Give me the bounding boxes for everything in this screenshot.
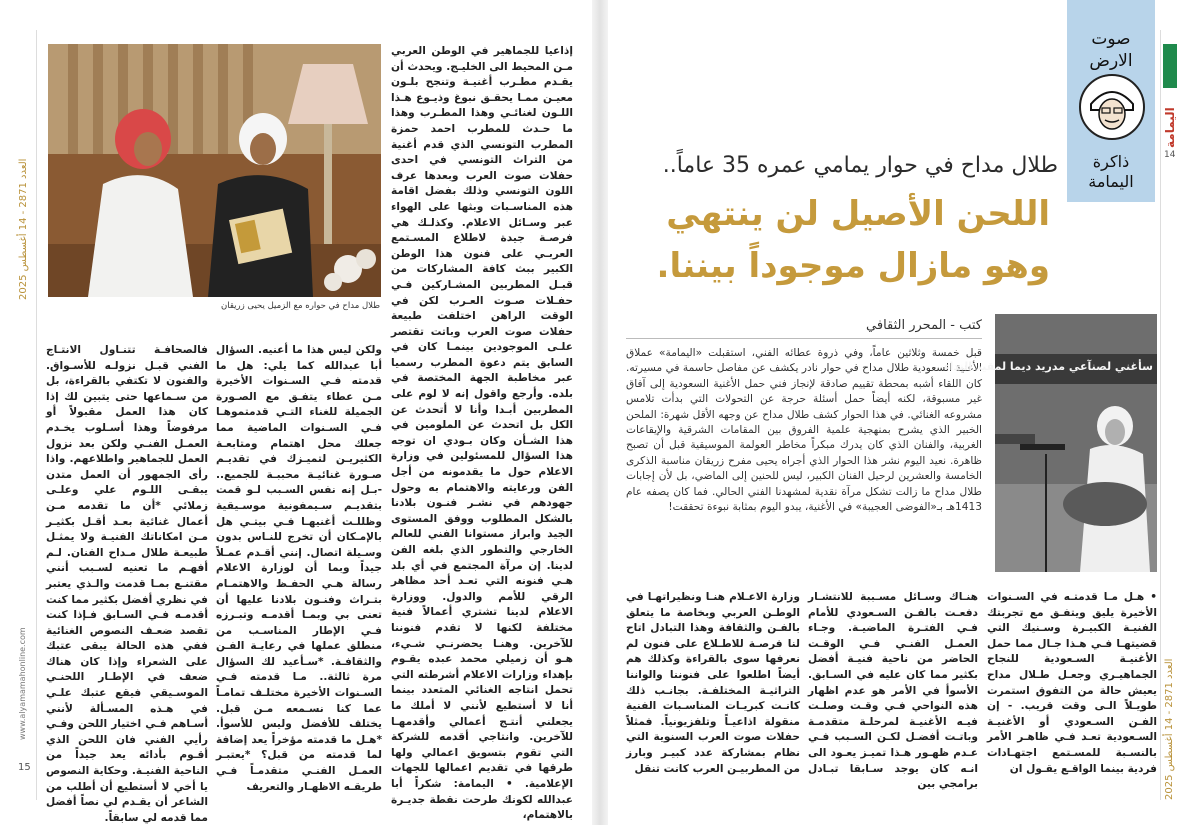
- badge-title-thakirat-alyamamah: ذاكرة اليمامة: [1088, 152, 1134, 191]
- magazine-logo: اليمامة: [1163, 107, 1177, 148]
- logo-green-bar: [1163, 44, 1177, 88]
- article-kicker: طلال مداح في حوار يمامي عمره 35 عاماً..: [662, 153, 1058, 178]
- left-page-column-2: ولكن ليس هذا ما أعنيه. السؤال أبا عبدالله كما يلي: هل ما قدمته فـي السـنوات الأخيرة مـن عطاء يتفـق مع الصـورة الجميلة للغناء التـي قدمتموهـا فـي السـنوات الماضية مما جعلك محل اهتمام ومتابعـة الكثيريـن لتميـزك في تقديـم صـورة غنائيـة محببـة للجميع.. -بـل إنه نفس السـبب لـو قمت بتقديـم سـيمفونية موسـيقية وظللـت أغنيهـا فـي بيتـي هل بالإمـكان أن تخرج للنـاس بدون وسـيلة اتصال. إنني أقـدم عمـلاً جيداً وبما أن لوزارة الاعلام رسالة هـي الحفـظ والاهتمـام بتـراث وفنـون بلادنا عليها أن تعنى بي وبمـا أقدمـه وتبـرزه فـي الإطار المناسـب من منطلق عملها في رعايـة الفـن والثقافـة. *سـأعيد لك السؤال مرة ثالثة.. مـا قدمته فـي السـنوات الأخيرة مختلـف تمامـاً عما كنا نسـمعه مـن قبل. يختلف للأفضل وليس للأسوأ. *هـل ما قدمته مؤخراً يعد إضافة لما قدمته من قبل؟ *يعتبـر العمـل الفنـي متقدمـاً فـي طريقـه الاظهـار والتعريف: [216, 344, 382, 793]
- section-badge: [1067, 0, 1155, 202]
- badge-title-sout-alard: صوت الارض: [1089, 29, 1133, 71]
- performance-photo-banner: سأغني لصنآعي مدريد ديما لمقيد النداء: [943, 360, 1153, 373]
- left-page-number: 15: [18, 762, 31, 773]
- left-margin-issue: العدد 2871 - 14 أغسطس 2025: [18, 158, 29, 300]
- right-page-column-1: • هـل مـا قدمتـه في السـنوات الأخيرة يليق ويتفـق مع تجربتك الفنيـة الكبيـرة وسـنيك التي قضيتهـا فـي هـذا جـال مما حمل الأغنيـة السـعودية للنجاح الجماهيـري وجعـل طـلال مداح يعيش حالة من التفوق استمرت طويـلاً الـى وقت قريب. - إن الفـن السـعودي أو الأغنيـة السـعودية تعـد فـي ظاهـر الأمر بالنسـبة للمسـتمع اجتهـادات فردية بينما الواقـع يقـول ان: [987, 591, 1157, 775]
- left-page-column-1: إذاعيا للجماهير في الوطن العربي مـن المحيط الى الخليـج. ويحدث أن يقـدم مطـرب أغنيـة وتنجح بلـون معيـن ممـا يحقـق نبوغ وذيـوع هـذا اللـون لغنائـي وهذا المطـرب وهذا ما حـدث للمطرب احمد حمزة المطرب التونسي الذي قدم أغنية من التراث التونسي في احدى حفلات صوت العرب وبعدها عرف اللون التونسي وذلك بفضل اقامة هذه المناسـبات وبثها على الهواء عبر وسـائل الاعلام. وكذلـك هي فرصـة جيدة لاطلاع المسـتمع العربـي على فنون هذا الوطن الكبير ببث كافة المشاركات من قبـل المطربين المشـاركين فـي حفـلات صـوت العـرب لكن في الوقت الراهن اختلفت طبيعة حفلات صوت العرب وباتت تقتصر علـى الموجودين بينمـا كان في السابق يتم دعوة المطرب رسميا عبر مخاطبة الجهة المختصة في بلده. وأرجع واقول إنه لا لوم على المطربين أبـدا وأنا لا أتحدث عن الكل بل اتحدث عن الملومين في هذا الشـأن وكان بـودي ان توجه هذا السؤال للمسئولين في وزارة الاعلام حول ما يقدمونه من أجل الفن ورعايته والاهتمام به وحول جهودهم في نشـر فنـون بلادنا بالشكل المطلوب ووفق المستوى الجيد وابراز مستوانا الفني للعالم الخارجي والتطور الذي بلغه الفن لدينا. إن مرآة المجتمع في أي بلد هـي فنونه التي تعـد أحد مظاهر الرقي للأمم والدول. ووزارة الاعلام لدينا تشتري أعمالاً فنية مختلفة لكنها لا تقدم فنوننا للآخرين. وهنـا يحضرنـي شـيء، هـو أن زميلي محمد عبده يقـوم بإهداء وزارات الاعلام أشرطته التي تحمل انتاجه الغنائي المتعدد بينما أنا لا أستطيع لأنني لا أملك ما يجعلني أنتـج أعمالي وأقدمهـا للآخرين. وانتاجي أقدمه للشركة التي تقوم بتسويق اعمالي ولها طرقها في تقديم اعمالها للجهات الإعلامية. • اليمامة: شكراً أبا عبدالله لكونك طرحت نقطة جديـرة بالاهتمام،: [391, 45, 573, 822]
- page-gutter: [592, 0, 608, 825]
- right-margin-issue: العدد 2871 - 14 أغسطس 2025: [1164, 658, 1175, 800]
- right-margin-rule: [1160, 30, 1161, 800]
- cartoon-portrait-icon: [1079, 74, 1145, 140]
- left-margin-rule: [36, 30, 37, 800]
- performance-photo: [943, 314, 1157, 572]
- right-page-column-2: هنـاك وسـائل مسـببة للانتشـار دفعـت بالفـن السـعودي للأمام فـي الفتـرة الماضيـة. وجـاء العمـل الفنـي فـي الوقـت الحاضر من ناحية فنيـة أفضل بكثير مما كان عليه في السـابق. الأسوأ في الأمر هو عدم اظهار هذه النواحي فـي وقـت وصلـت فيـه الأغنيـة لمرحلـة متقدمـة وباتـت أفضـل لكـن السـبب فـي عـدم ظهـور هـذا تميـز يعـود الى انـه كان يوجد سـابقا تبـادل برامجي بين: [808, 591, 978, 791]
- photo-caption: طلال مداح في حواره مع الزميل يحيى زريقان: [221, 301, 380, 311]
- right-page-column-3: وزارة الاعـلام هنـا ونظيراتهـا في الوطـن العربي وبخاصة ما يتعلق بالفـن والثقافة وهذا التبادل اتاح لنا فرصـة للاطـلاع على فنون لم نعرفها سوى بالقراءة وكذلك هم أيضاً اطلعوا على فنوننا والواننا التراثيـة المختلفـة. بجانـب ذلك كانـت كبريـات المناسـبات الفنية منقولة اذاعيـاً وتلفزيونياً. فمثلاً حفلات صوت العرب السنوية التي نظام بمشاركة عدد كبيـر وبارز من المطربيـن العرب كانت تنقل: [626, 591, 800, 775]
- article-headline: اللحن الأصيل لن ينتهي وهو مازال موجوداً بيننا.: [656, 194, 1050, 286]
- left-page-column-3: فالصحافـة تتنـاول الانتـاج الفني قبـل نزولـه للأسـواق. والفنون لا تكتفي بالقراءة، بل من سـماعها حتى يتبين لك إذا كان هذا العمل مقبولاً أو مرفوضاً وهذا أسـلوب يخـدم العمـل الفنـي ولكن بعد نزول العمل للجماهير واطلاعهم. واذا رأى الجمهور أن العمل متدن يبقـى اللـوم علي وعلـى زملائي *أن ما تقدمه مـن أعمال غنائية بعـد أقـل بكثيـر مـن امكاناتك الفنيـة ولا يمثـل طبيعـة طلال مـداح الفنان. لـم أفهـم ما تعنيه لسـبب أنني مقتنـع بمـا قدمت والـذي يعتبر في نظري أفضل بكثير مما كنت أقدمـه فـي السـابق فـإذا كنت تقصد ضعـف النصوص الغنائية ففي هذه الحالة يبقى عتبك على الشعراء وإذا كان هناك ضعف في الإطـار اللحنـي الموسـيقي فيقع عتبك علـي في هـذه المسـألة لأنني أسـاهم فـي اختيار اللحن وفـي رأيي الفني فان اللحن الذي أقـوم بأدائه يعد جيداً من الناحية الفنيـة. وحكاية النصوص يا أخي لا أستطيع أن أطلب من الشاعر أن يقـدم لي نصاً أفضل مما قدمه لي سابقاً.: [46, 344, 208, 824]
- right-page-number: 14: [1164, 150, 1176, 160]
- article-intro: قبل خمسة وثلاثين عاماً، وفي ذروة عطائه الفني، استقبلت «اليمامة» عملاق الأغنية السعودية طلال مداح في حوار نادر يكشف عن مفاصل حاسمة في مسيرته. كان اللقاء أشبه بمحطة تقييم صادقة لإنجاز فني حمل الأغنية السعودية إلى آفاق غير مسبوقة، لكنه أيضاً حمل أسئلة حرجة عن التحولات التي بدأت تلامس مشروعه الغنائي. في هذا الحوار كشف طلال مداح عن وجهه الأقل شهرة: الملحن الخبير الذي يشرح بمنهجية علمية الفروق بين المقامات الشرقية والإيقاعات الغربية، والفنان الذي كان يدرك مبكراً مخاطر العولمة الموسيقية قبل أن تصبح ظاهرة. نعيد اليوم نشر هذا الحوار الذي أجراه يحيى مفرح زريقان مناسبة الذكرى الخامسة والعشرين لرحيل الفنان الكبير، ليس للحنين إلى الماضي، بل لأن إجابات طلال مداح ما زالت تشكل مرآة نقدية لمشهدنا الفني الحالي. فما كان يصفه عام 1413هـ بـ«الفوضى العجيبة» في الأغنية، يبدو اليوم بمثابة نبوءة تحققت!: [626, 347, 982, 514]
- byline-rule: [626, 338, 982, 339]
- website-url[interactable]: www.alyamamahonline.com: [18, 627, 27, 740]
- interview-photo: [48, 44, 381, 297]
- interview-photo-illustration: [48, 44, 381, 297]
- byline: كتب - المحرر الثقافي: [866, 318, 982, 333]
